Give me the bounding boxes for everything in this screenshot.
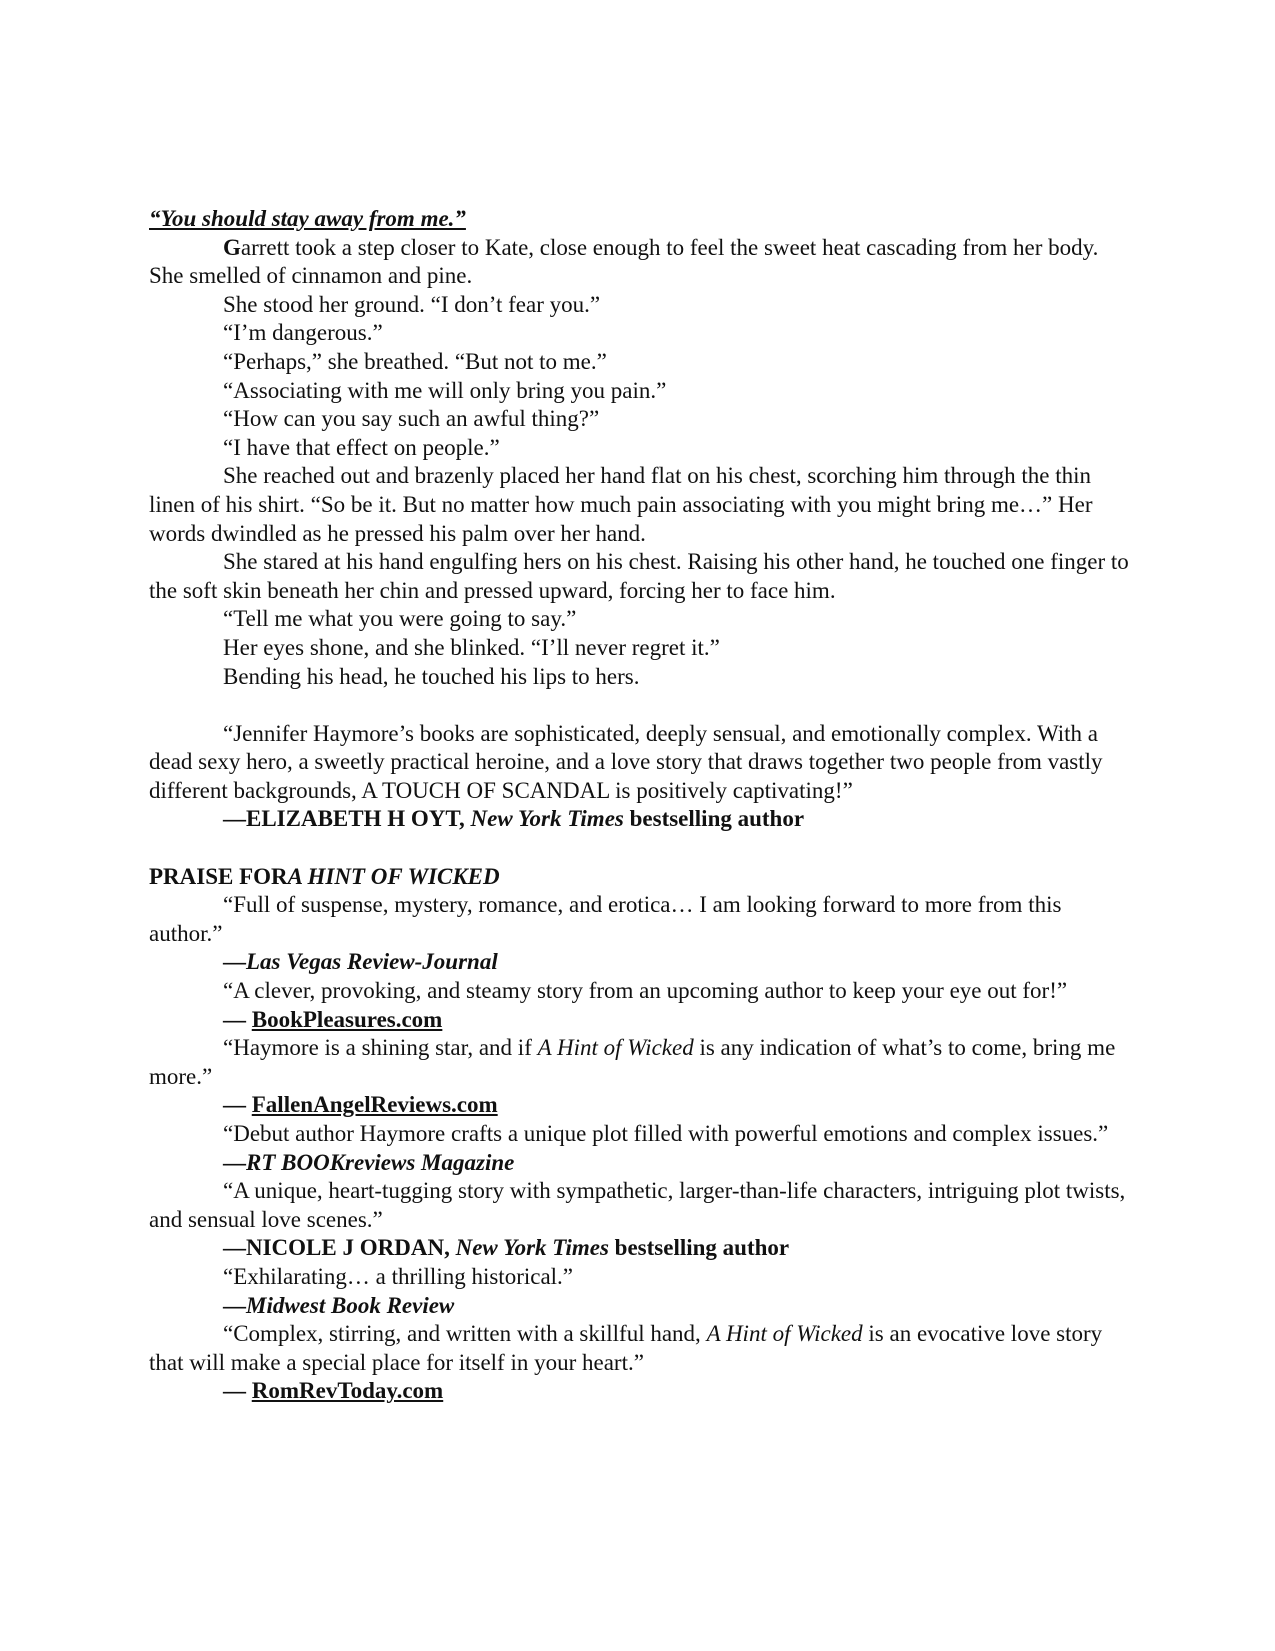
excerpt-paragraph: “I’m dangerous.” [223,320,383,346]
review-attribution: —Las Vegas Review-Journal [223,949,498,975]
excerpt-paragraph: Her eyes shone, and she blinked. “I’ll never regret it.” [223,634,720,660]
spacer [149,691,1129,720]
review-attribution: —RT BOOKreviews Magazine [223,1149,515,1175]
review-attribution: —NICOLE J ORDAN, New York Times bestselling author [223,1235,790,1261]
review-quote: “Full of suspense, mystery, romance, and erotica… I am looking forward to more from this author.” [149,892,1062,946]
review-quote: “A clever, provoking, and steamy story from an upcoming author to keep your eye out for!” [223,978,1068,1004]
excerpt-paragraph: Bending his head, he touched his lips to hers. [223,663,640,689]
romrevtoday-link[interactable]: RomRevToday.com [251,1378,444,1404]
fallenangelreviews-link[interactable]: FallenAngelReviews.com [251,1092,498,1118]
blurb-quote: “Jennifer Haymore’s books are sophisticated, deeply sensual, and emotionally complex. With a dead sexy hero, a sweetly practical heroine, and a love story that draws together two people from vastly different backgrounds, A TOUCH OF SCANDAL is positively captivating!” [149,720,1103,803]
excerpt-paragraph: “How can you say such an awful thing?” [223,406,600,432]
excerpt-paragraph: She stood her ground. “I don’t fear you.” [223,291,601,317]
excerpt-heading: “You should stay away from me.” [149,206,466,231]
review-quote: “Complex, stirring, and written with a skillful hand, A Hint of Wicked is an evocative love story that will make a special place for itself in your heart.” [149,1321,1103,1375]
spacer [149,834,1129,863]
blurb-attribution: —ELIZABETH H OYT, New York Times bestselling author [223,806,805,832]
document-page [149,205,1129,1406]
bookpleasures-link[interactable]: BookPleasures.com [251,1006,443,1032]
excerpt-paragraph: She reached out and brazenly placed her hand flat on his chest, scorching him through the thin linen of his shirt. “So be it. But no matter how much pain associating with you might bring me…” Her words dwindled as he pressed his palm over her hand. [149,463,1093,546]
excerpt-paragraph: “Perhaps,” she breathed. “But not to me.” [223,348,607,374]
praise-heading: PRAISE FORA HINT OF WICKED [149,863,500,889]
excerpt-paragraph: “I have that effect on people.” [223,434,500,460]
drop-cap: G [223,234,241,260]
review-quote: “Haymore is a shining star, and if A Hint of Wicked is any indication of what’s to come, bring me more.” [149,1035,1116,1089]
review-attribution: — BookPleasures.com [223,1006,443,1032]
excerpt-paragraph: She stared at his hand engulfing hers on his chest. Raising his other hand, he touched one finger to the soft skin beneath her chin and pressed upward, forcing her to face him. [149,549,1129,603]
review-attribution: —Midwest Book Review [223,1292,455,1318]
review-attribution: — FallenAngelReviews.com [223,1092,498,1118]
excerpt-paragraph: “Associating with me will only bring you pain.” [223,377,667,403]
review-quote: “A unique, heart-tugging story with sympathetic, larger-than-life characters, intriguing plot twists, and sensual love scenes.” [149,1178,1126,1232]
excerpt-paragraph: “Tell me what you were going to say.” [223,606,577,632]
excerpt-paragraph: Garrett took a step closer to Kate, close enough to feel the sweet heat cascading from her body. She smelled of cinnamon and pine. [149,234,1099,289]
review-quote: “Debut author Haymore crafts a unique plot filled with powerful emotions and complex issues.” [223,1121,1109,1146]
review-quote: “Exhilarating… a thrilling historical.” [223,1263,574,1289]
review-attribution: — RomRevToday.com [223,1378,444,1404]
